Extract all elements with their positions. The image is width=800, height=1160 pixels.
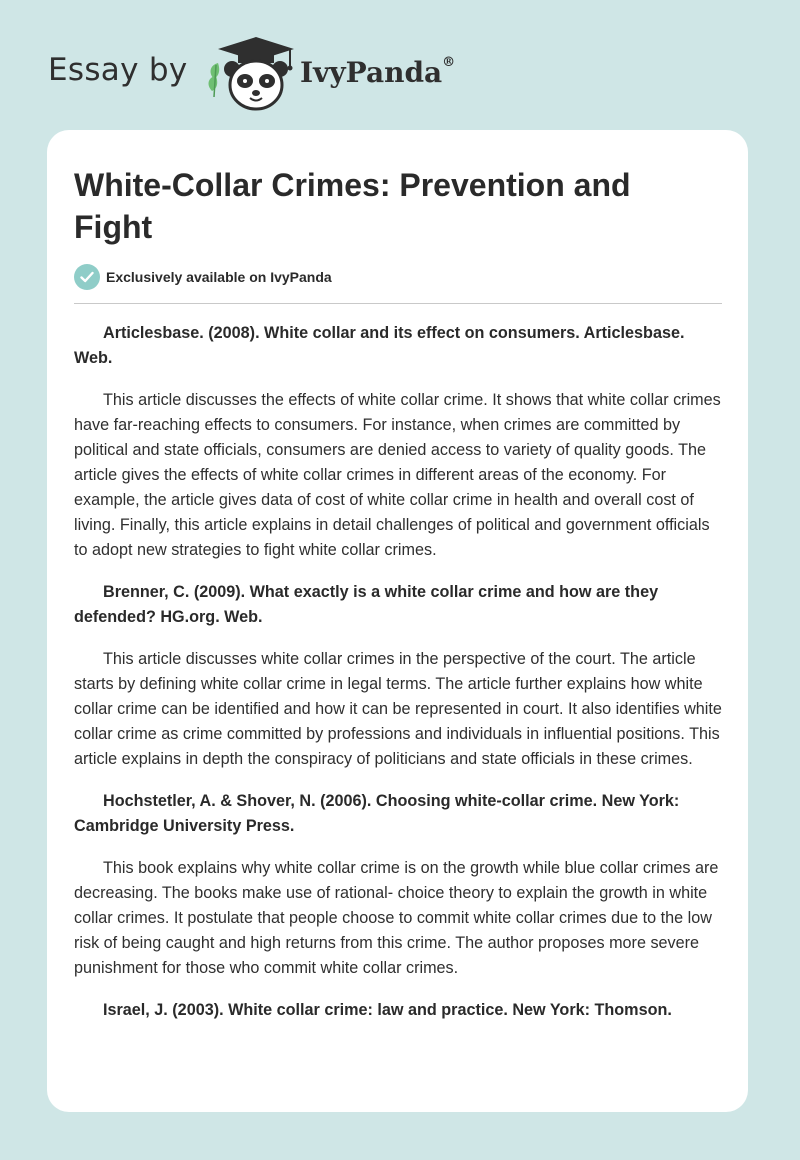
reference-entry: Brenner, C. (2009). What exactly is a white collar crime and how are they defended? HG.org. Web. xyxy=(74,583,659,626)
reference-entry: Hochstetler, A. & Shover, N. (2006). Choosing white-collar crime. New York: Cambridge University Press. xyxy=(74,792,680,835)
article-body xyxy=(74,321,724,1040)
annotation-paragraph: This article discusses white collar crimes in the perspective of the court. The article starts by defining white collar crime in legal terms. The article further explains how white collar crime can be identified and how it can be represented in court. It also identifies white collar crime as crime committed by professions and individuals in influential positions. This article explains in depth the conspiracy of politicians and state officials in these crimes. xyxy=(74,650,722,768)
exclusive-label: Exclusively available on IvyPanda xyxy=(106,269,332,285)
essay-card xyxy=(47,130,748,1112)
brand-name[interactable]: IvyPanda® xyxy=(300,54,456,89)
reference-entry: Articlesbase. (2008). White collar and its effect on consumers. Articlesbase. Web. xyxy=(74,324,685,367)
reference-entry: Israel, J. (2003). White collar crime: law and practice. New York: Thomson. xyxy=(103,1001,672,1019)
exclusive-badge xyxy=(74,264,332,290)
page-title: White-Collar Crimes: Prevention and Fight xyxy=(74,167,631,245)
annotation-paragraph: This article discusses the effects of white collar crime. It shows that white collar crimes have far-reaching effects to consumers. For instance, when crimes are committed by political and state officials, consumers are denied access to variety of quality goods. The article gives the effects of white collar crimes in different areas of the economy. For example, the article gives data of cost of white collar crime in health and overall cost of living. Finally, this article explains in detail challenges of political and government officials to adopt new strategies to fight white collar crimes. xyxy=(74,391,721,559)
annotation-paragraph: This book explains why white collar crime is on the growth while blue collar crimes are decreasing. The books make use of rational- choice theory to explain the growth in white collar crimes. It postulate that people choose to commit white collar crimes due to the low risk of being caught and high returns from this crime. The author proposes more severe punishment for those who commit white collar crimes. xyxy=(74,859,719,977)
check-icon xyxy=(74,264,100,290)
site-header xyxy=(48,30,548,110)
essay-by-label: Essay by xyxy=(48,52,188,88)
panda-logo-icon[interactable] xyxy=(204,35,296,113)
divider xyxy=(74,303,722,304)
